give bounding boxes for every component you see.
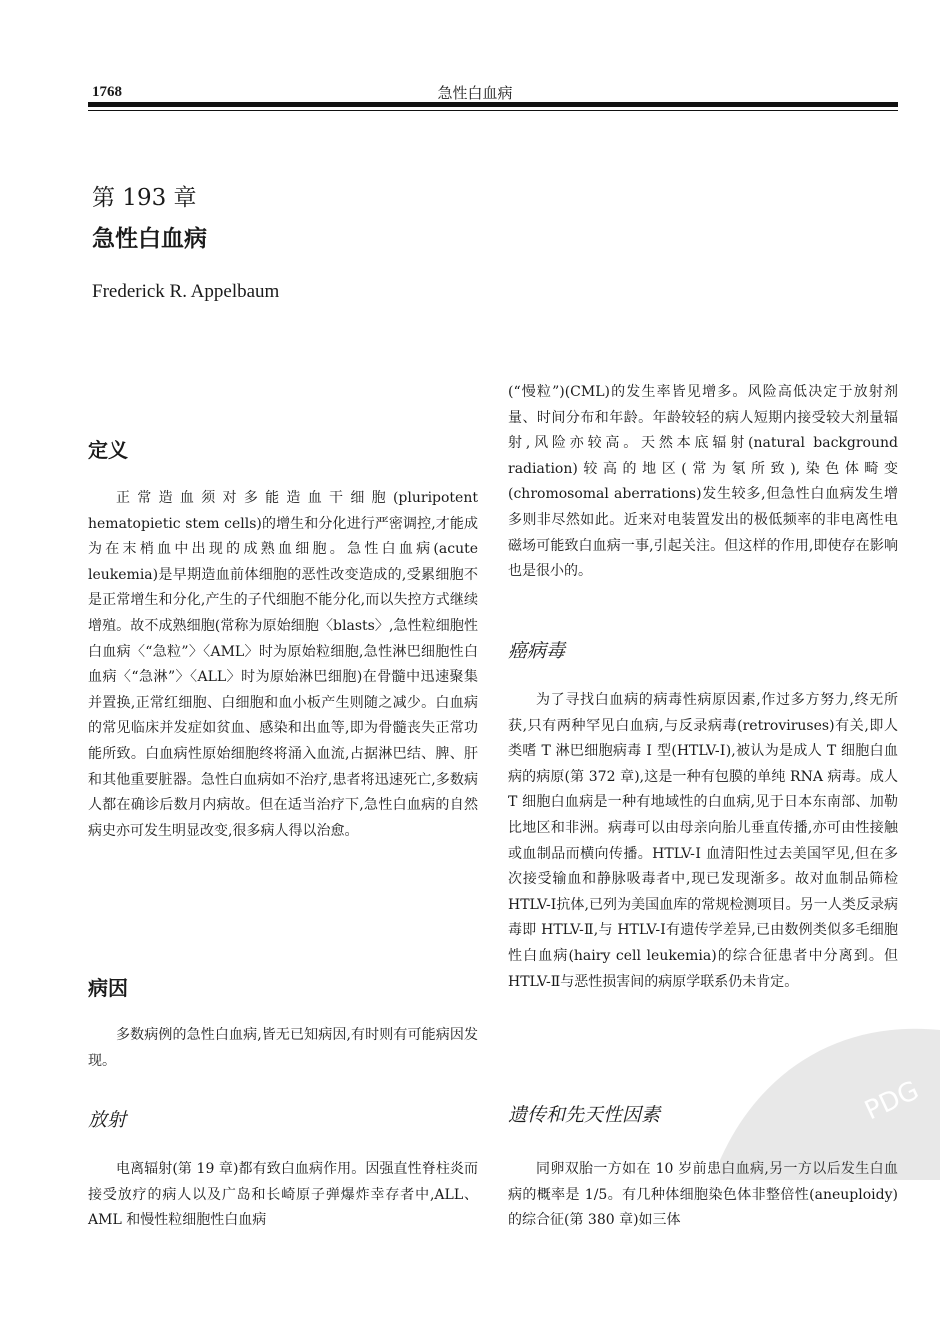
page-number: 1768 bbox=[92, 84, 122, 100]
section-heading-oncovirus: 癌病毒 bbox=[508, 640, 566, 662]
paragraph: 为了寻找白血病的病毒性病原因素,作过多方努力,终无所获,只有两种罕见白血病,与反录病毒(retroviruses)有关,即人类嗜 T 淋巴细胞病毒 Ⅰ 型(HTLV-Ⅰ),被认为是成人 T 细胞白血病的病原(第 372 章),这是一种有包膜的单纯 RNA 病毒。成人 T 细胞白血病是一种有地域性的白血病,见于日本东南部、加勒比地区和非洲。病毒可以由母亲向胎儿垂直传播,亦可由性接触或血制品而横向传播。HTLV-Ⅰ 血清阳性过去美国罕见,但在多次接受输血和静脉吸毒者中,现已发现渐多。故对血制品筛检 HTLV-Ⅰ抗体,已列为美国血库的常规检测项目。另一人类反录病毒即 HTLV-Ⅱ,与 HTLV-Ⅰ有遗传学差异,已由数例类似多毛细胞性白血病(hairy cell leukemia)的综合征患者中分离到。但 HTLV-Ⅱ与恶性损害间的病原学联系仍未肯定。 bbox=[508, 692, 898, 990]
section-body-radiation-continued bbox=[508, 380, 898, 585]
header-rule-thin bbox=[88, 110, 898, 111]
pdg-watermark-logo bbox=[700, 1010, 950, 1180]
chapter-title: 急性白血病 bbox=[92, 226, 207, 252]
section-heading-genetics: 遗传和先天性因素 bbox=[508, 1104, 661, 1126]
section-body-etiology bbox=[88, 1023, 478, 1074]
section-body-definition bbox=[88, 486, 478, 844]
section-heading-etiology: 病因 bbox=[88, 976, 128, 1000]
paragraph: 多数病例的急性白血病,皆无已知病因,有时则有可能病因发现。 bbox=[88, 1027, 478, 1069]
paragraph: 电离辐射(第 19 章)都有致白血病作用。因强直性脊柱炎而接受放疗的病人以及广岛和长崎原子弹爆炸幸存者中,ALL、AML 和慢性粒细胞性白血病 bbox=[88, 1161, 478, 1229]
section-heading-radiation: 放射 bbox=[88, 1109, 127, 1131]
paragraph: (“慢粒”)(CML)的发生率皆见增多。风险高低决定于放射剂量、时间分布和年龄。年龄较轻的病人短期内接受较大剂量辐射,风险亦较高。天然本底辐射(natural background radiation)较高的地区(常为氡所致),染色体畸变(chromosomal aberrations)发生较多,但急性白血病发生增多则非尽然如此。近来对电装置发出的极低频率的非电离性电磁场可能致白血病一事,引起关注。但这样的作用,即使存在影响也是很小的。 bbox=[508, 384, 898, 580]
watermark-text: PDG bbox=[860, 1075, 924, 1127]
section-body-radiation bbox=[88, 1157, 478, 1234]
chapter-author: Frederick R. Appelbaum bbox=[92, 281, 280, 302]
paragraph: 正常造血须对多能造血干细胞(pluripotent hematopietic stem cells)的增生和分化进行严密调控,才能成为在末梢血中出现的成熟血细胞。急性白血病(acute leukemia)是早期造血前体细胞的恶性改变造成的,受累细胞不是正常增生和分化,产生的子代细胞不能分化,而以失控方式继续增殖。故不成熟细胞(常称为原始细胞〈blasts〉,急性粒细胞性白血病〈“急粒”〉〈AML〉时为原始粒细胞,急性淋巴细胞性白血病〈“急淋”〉〈ALL〉时为原始淋巴细胞)在骨髓中迅速聚集并置换,正常红细胞、白细胞和血小板产生则随之减少。白血病的常见临床并发症如贫血、感染和出血等,即为骨髓丧失正常功能所致。白血病性原始细胞终将涌入血流,占据淋巴结、脾、肝和其他重要脏器。急性白血病如不治疗,患者将迅速死亡,多数病人都在确诊后数月内病故。但在适当治疗下,急性白血病的自然病史亦可发生明显改变,很多病人得以治愈。 bbox=[88, 490, 478, 839]
section-heading-definition: 定义 bbox=[88, 438, 128, 462]
paragraph: 同卵双胎一方如在 10 岁前患白血病,另一方以后发生白血病的概率是 1/5。有几种体细胞染色体非整倍性(aneuploidy)的综合征(第 380 章)如三体 bbox=[508, 1161, 898, 1229]
running-title: 急性白血病 bbox=[437, 84, 513, 102]
section-body-oncovirus bbox=[508, 688, 898, 995]
header-rule-thick bbox=[88, 102, 898, 107]
chapter-number: 第 193 章 bbox=[92, 185, 197, 211]
